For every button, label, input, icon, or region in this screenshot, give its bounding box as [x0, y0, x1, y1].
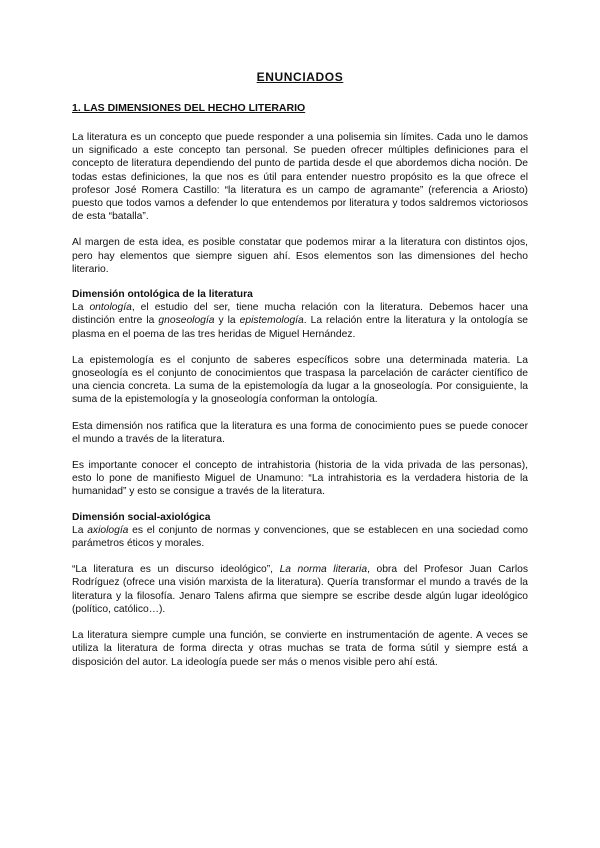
axiologica-paragraph-3: La literatura siempre cumple una función, se convierte en instrumentación de agente. A veces se utiliza la literatura de forma directa y otras muchas se trata de forma sútil y siempre está a disposición del autor. La ideología puede ser más o menos visible pero ahí está. — [72, 630, 528, 668]
text-run: “La literatura es un discurso ideológico”, — [72, 564, 280, 576]
book-title: La norma literaria — [279, 564, 368, 576]
ontologica-paragraph-3: Esta dimensión nos ratifica que la literatura es una forma de conocimiento pues se puede conocer el mundo a través de la literatura. — [72, 420, 528, 445]
term-ontologia: ontología — [89, 302, 132, 314]
axiologica-paragraph-2 — [72, 563, 528, 616]
axiologica-heading: Dimensión social-axiológica — [72, 511, 211, 523]
text-run: , el estudio del ser, tiene mucha relación con la literatura. Debemos hacer una distinción entre la — [72, 302, 528, 327]
axiologica-paragraph-1 — [72, 524, 528, 550]
section-title: 1. LAS DIMENSIONES DEL HECHO LITERARIO — [72, 102, 306, 114]
ontologica-paragraph-2: La epistemología es el conjunto de saberes específicos sobre una determinada materia. La gnoseología es el conjunto de conocimientos que traspasa la parcelación de carácter científico de una ciencia concreta. La suma de la epistemología da lugar a la gnoseología. Por consiguiente, la suma de la epistemología y la gnoseología conforman la ontología. — [72, 354, 528, 406]
document-page — [72, 70, 528, 682]
text-run: La — [72, 302, 90, 314]
ontologica-paragraph-1 — [72, 301, 528, 341]
term-epistemologia: epistemología — [239, 315, 304, 327]
text-run: y la — [214, 315, 240, 327]
term-axiologia: axiología — [87, 524, 129, 536]
term-gnoseologia: gnoseología — [158, 315, 215, 327]
text-run: es el conjunto de normas y convenciones, que se establecen en una sociedad como parámetros éticos y morales. — [72, 524, 528, 550]
intro-paragraph-1: La literatura es un concepto que puede responder a una polisemia sin límites. Cada uno le damos un significado a este concepto tan personal. Se pueden ofrecer múltiples definiciones para el concepto de literatura dependiendo del punto de partida desde el que abordemos dicha noción. De todas estas definiciones, la que nos es útil para entender nuestro propósito es la que ofrece el profesor José Romera Castillo: “la literatura es un campo de agramante” (referencia a Ariosto) puesto que todos vamos a defender lo que entendemos por literatura y todos saldremos victoriosos de esta “batalla”. — [72, 132, 528, 223]
text-run: La — [72, 524, 88, 536]
ontologica-paragraph-4: Es importante conocer el concepto de intrahistoria (historia de la vida privada de las personas), esto lo pone de manifiesto Miguel de Unamuno: “La intrahistoria es la verdadera historia de la humanidad” y esto se consigue a través de la literatura. — [72, 460, 528, 498]
text-run: . La relación entre la literatura y la ontología se plasma en el poema de las tres heridas de Miguel Hernández. — [72, 315, 529, 340]
document-title: ENUNCIADOS — [256, 70, 344, 84]
ontologica-heading: Dimensión ontológica de la literatura — [72, 289, 253, 301]
text-run: , obra del Profesor Juan Carlos Rodríguez (ofrece una visión marxista de la literatura). Quería transformar el mundo a través de la literatura y la filosofía. Jenaro Talens afirma que siempre se escribe desde algún lugar ideológico (político, católico…). — [72, 564, 529, 615]
intro-paragraph-2: Al margen de esta idea, es posible constatar que podemos mirar a la literatura con distintos ojos, pero hay elementos que siempre siguen ahí. Esos elementos son las dimensiones del hecho literario. — [72, 237, 528, 275]
